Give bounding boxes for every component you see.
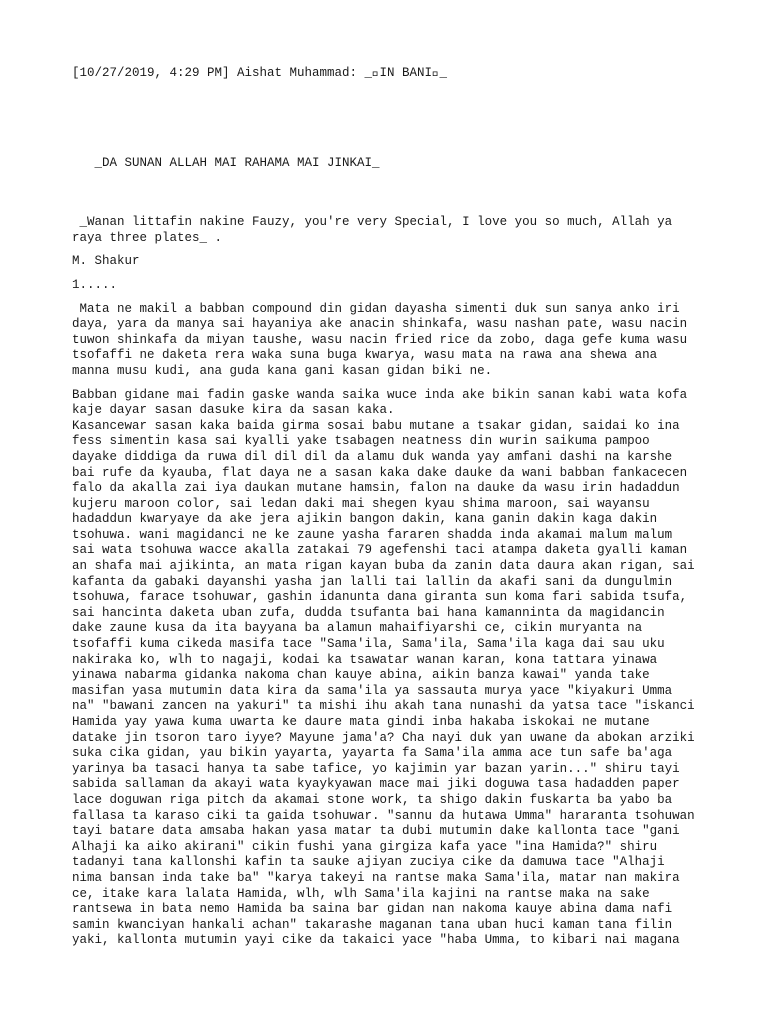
story-title: _DA SUNAN ALLAH MAI RAHAMA MAI JINKAI_ (72, 155, 380, 170)
paragraph-line: kafanta da gabaki dayanshi yasha jan lalli tai lallin da akafi sani da dungulmin (72, 574, 673, 589)
paragraph-line: masifan yasa mutumin data kira da sama'ila ya sassauta murya yace "kiyakuri Umma (72, 683, 673, 698)
paragraph-line: dake zaune kusa da ita bayyana ba alamun mahaifiyarshi ce, cikin muryanta na (72, 621, 643, 636)
paragraph-line: tsohuwa, farace tsohuwar, gashin idanunta dana giranta sun koma fari sabida tsufa, (72, 590, 688, 605)
paragraph-line: manna musu kudi, ana guda kana gani kasan gidan biki ne. (72, 363, 493, 378)
paragraph-line: Alhaji ka aiko akirani" cikin fushi yana girgiza kafa yace "ina Hamida?" shiru (72, 839, 658, 854)
paragraph-line: an shafa mai ajikinta, an mata rigan kayan buba da zanin data daura akan rigan, sai (72, 559, 695, 574)
paragraph-1 (72, 302, 712, 380)
document-page (72, 66, 712, 949)
paragraph-line: lace doguwan riga pitch da akamai stone work, ta shigo dakin fuskarta ba yabo ba (72, 792, 673, 807)
paragraph-line: Mata ne makil a babban compound din gidan dayasha simenti duk sun sanya anko iri (72, 301, 680, 316)
paragraph-2 (72, 388, 712, 949)
paragraph-line: bai rufe da kyauba, flat daya ne a sasan kaka dake dauke da wani babban fankacecen (72, 465, 688, 480)
paragraph-line: daya, yara da manya sai hayaniya ake anacin shinkafa, wasu nashan pate, wasu nacin (72, 317, 688, 332)
dedication-line: _Wanan littafin nakine Fauzy, you're very Special, I love you so much, Allah ya (72, 215, 673, 230)
paragraph-line: kujeru maroon color, sai ledan daki mai shegen kyau shima maroon, sai wayansu (72, 496, 650, 511)
paragraph-line: Babban gidane mai fadin gaske wanda saika wuce inda ake bikin sanan kabi wata kofa (72, 387, 688, 402)
paragraph-line: fallasa ta karaso ciki ta gaida tsohuwar. "sannu da hutawa Umma" hararanta tsohuwan (72, 808, 695, 823)
paragraph-line: Kasancewar sasan kaka baida girma sosai babu mutane a tsakar gidan, saidai ko ina (72, 418, 680, 433)
paragraph-line: tsofaffi kuma cikeda masifa tace "Sama'ila, Sama'ila, Sama'ila kaga dai sau uku (72, 637, 665, 652)
paragraph-line: na" "bawani zancen na yakuri" ta mishi ihu akah tana nunashi da yatsa tace "iskanci (72, 699, 695, 714)
paragraph-line: hadaddun kwaryaye da ake jera ajikin bangon dakin, kana ganin dakin kaga dakin (72, 512, 658, 527)
dedication (72, 215, 712, 246)
paragraph-line: fess simentin kasa sai kyalli yake tsabagen neatness din wurin saikuma pampoo (72, 434, 650, 449)
paragraph-line: suka cika gidan, yau bikin yayarta, yayarta fa Sama'ila amma ace tun safe ba'aga (72, 746, 673, 761)
paragraph-line: sabida sallaman da akayi wata kyaykyawan mace mai jiki doguwa tasa hadadden paper (72, 777, 680, 792)
chapter-number: 1..... (72, 277, 118, 292)
paragraph-line: nakiraka ko, wlh to nagaji, kodai ka tsawatar wanan karan, kona tattara yinawa (72, 652, 658, 667)
paragraph-line: sai wata tsohuwa wacce akalla zatakai 79 agefenshi taci atampa daketa gyalli kaman (72, 543, 688, 558)
author-name: M. Shakur (72, 254, 140, 269)
paragraph-line: dayake diddiga da ruwa dil dil dil da alamu duk wanda yay amfani dashi na karshe (72, 449, 673, 464)
paragraph-line: kaje dayar sasan dasuke kira da sasan kaka. (72, 403, 395, 418)
dedication-line: raya three plates_ . (72, 230, 223, 245)
paragraph-line: falo da akalla zai iya daukan mutane hamsin, falon na dauke da wasu irin hadaddun (72, 481, 680, 496)
paragraph-line: yaki, kallonta mutumin yayi cike da takaici yace "haba Umma, to kibari nai magana (72, 933, 680, 948)
paragraph-line: tsofaffi ne daketa rera waka suna buga kwarya, wasu mata na rawa ana shewa ana (72, 348, 658, 363)
paragraph-line: tadanyi tana kallonshi kafin ta sauke ajiyan zuciya cike da damuwa tace "Alhaji (72, 855, 665, 870)
paragraph-line: nima bansan inda take ba" "karya takeyi na rantse maka Sama'ila, matar nan makira (72, 870, 680, 885)
paragraph-line: Hamida yay yawa kuma uwarta ke daure mata gindi inba hakaba iskokai ne mutane (72, 715, 650, 729)
paragraph-line: samin kwanciyan hankali achan" takarashe maganan tana uban huci kaman tana filin (72, 917, 673, 932)
chat-header-line: [10/27/2019, 4:29 PM] Aishat Muhammad: _ IN BANI _ (72, 66, 448, 80)
paragraph-line: tuwon shinkafa da miyan taushe, wasu nacin fried rice da zobo, daga gefe kuma wasu (72, 332, 688, 347)
paragraph-line: rantsewa in bata nemo Hamida ba saina bar gidan nan nakoma kauye abina dama nafi (72, 902, 673, 917)
paragraph-line: tsohuwa. wani magidanci ne ke zaune yasha fararen shadda inda akamai malum malum (72, 527, 673, 542)
paragraph-line: ce, itake kara lalata Hamida, wlh, wlh Sama'ila kajini na rantse maka na sake (72, 886, 650, 901)
paragraph-line: yarinya ba tasaci hanya ta sabe tafice, yo kajimin yar bazan yarin..." shiru tayi (72, 761, 680, 776)
paragraph-line: yinawa nabarma gidanka nakoma chan kauye abina, aikin banza kawai" yanda take (72, 668, 650, 683)
paragraph-line: datake jin tsoron taro iyye? Mayune jama'a? Cha nayi duk yan uwane da abokan arziki (72, 730, 695, 745)
paragraph-line: sai hancinta daketa uban zufa, dudda tsufanta bai hana kamanninta da magidancin (72, 605, 665, 620)
paragraph-line: tayi batare data amsaba hakan yasa matar ta dubi mutumin dake kallonta tace "gani (72, 824, 680, 839)
